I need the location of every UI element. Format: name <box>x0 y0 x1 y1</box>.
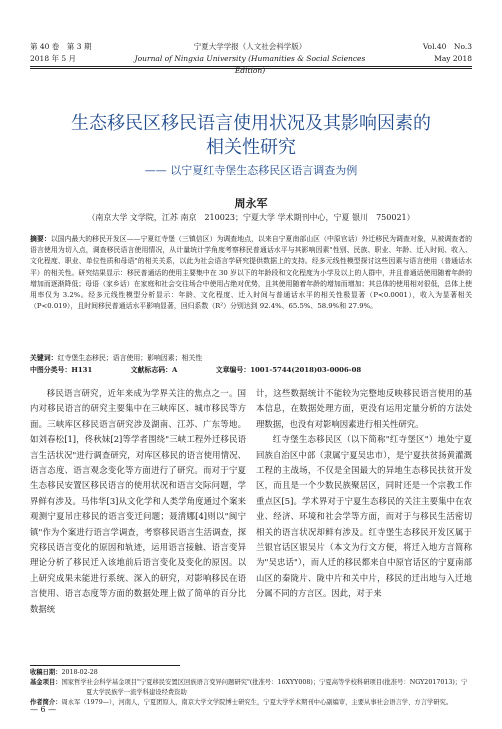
running-header <box>0 0 502 75</box>
journal-name-en: Journal of Ningxia University (Humanities & Social Sciences Edition) <box>134 54 366 75</box>
title-line-2: 相关性研究 <box>206 137 296 158</box>
abstract <box>30 234 472 312</box>
page-number: — 6 — <box>30 705 57 714</box>
body-paragraph: 红寺堡生态移民区（以下简称"红寺堡区"）地处宁夏回族自治区中部（隶属宁夏吴忠市），是宁夏扶贫扬黄灌溉工程的主战场，不仅是全国最大的异地生态移民扶贫开发区，而且是一个少数民族聚居区，同时还是一个宗教工作重点区[5]。学术界对于宁夏生态移民的关注主要集中在农业、经济、环境和社会学等方面，而对于与移民生活密切相关的语言状况却鲜有涉及。红寺堡生态移民开发区属于兰银官话区银吴片（本文为行文方便，将迁入地方言简称为"吴忠话"），而人迁的移民都来自中原官话区的宁夏南部山区的秦陇片、陇中片和关中片，移民的迁出地与入迁地分属不同的方言区。因此，对于来 <box>256 434 472 599</box>
header-right <box>423 41 472 65</box>
header-left <box>30 41 91 65</box>
volume-issue-cn: 第 40 卷 第 3 期 <box>30 42 92 51</box>
keywords-label: 关键词： <box>30 354 58 362</box>
author-name: 周永军 <box>234 197 268 210</box>
fund-label: 基金项目： <box>30 679 62 686</box>
author-bio-label: 作者简介： <box>30 699 62 706</box>
header-rule <box>30 66 472 67</box>
body-paragraph: 计，这些数据统计不能较为完整地反映移民语言使用的基本信息，在数据处理方面，更没有运用定量分析的方法处理数据，也没有对影响因素进行相关性研究。 <box>256 388 472 429</box>
date-cn: 2018 年 5 月 <box>30 54 77 63</box>
journal-name-cn: 宁夏大学学报（人文社会科学版） <box>193 42 307 51</box>
clc-number: 中图分类号：H131 <box>30 366 93 374</box>
date-en: May 2018 <box>434 54 472 63</box>
footnotes <box>30 668 472 708</box>
author-affiliation: （南京大学 文学院，江苏 南京 210023；宁夏大学 学术期刊中心，宁夏 银川 750021） <box>87 213 415 222</box>
fund-line <box>30 678 472 698</box>
author-bio-text: 周永军（1979—），河南人，宁夏团原人，南京大学文学院博士研究生，宁夏大学学术期刊中心副编审，主要从事社会语言学、方言学研究。 <box>61 699 453 706</box>
body-column-left <box>30 386 246 617</box>
footnote-rule <box>30 665 180 666</box>
keywords <box>30 352 472 362</box>
body-column-right <box>256 386 472 602</box>
abstract-label: 摘要： <box>30 235 51 243</box>
header-center <box>130 41 370 77</box>
fund-text: 国家哲学社会科学基金项目"宁夏移民安置区回族语言变异问题研究"(批准号：16XYY008)；宁夏高等学校科研项目(批准号：NGY2017013)；宁夏大学民族学一流学科建设经费资助 <box>61 679 468 696</box>
received-label: 收稿日期： <box>30 669 62 676</box>
keywords-text: 红寺堡生态移民；语言使用；影响因素；相关性 <box>57 354 203 362</box>
volume-issue-en: Vol.40 No.3 <box>422 42 472 51</box>
abstract-text: 以国内最大的移民开发区——宁夏红寺堡（三镇信区）为调查地点，以来自宁夏南部山区（中原官话）外迁移民为调查对象，从被调查者的语言使用为切入点，调查移民语言使用情况，从计量统计学角度考察移民普通话水平与其影响因素"性别、民族、职业、年龄、迁入时间、收入、文化程度、职业、单位性质和母语"的相关关系，以此为社会语言学研究提供数据上的支持。经多元线性模型探讨这些因素与语言使用（普通话水平）的相关性。研究结果显示：移民普通话的使用主要集中在 30 岁以下的年龄段和文化程度为小学及以上的人群中，并且普通话使用随着年龄的增加而逐渐降低；母语（家乡话）在家庭和社会交往场合中使用占绝对优势，且其使用随着年龄的增加而增加；其总体的使用相对很低，总体上使用率仅为 3.2%。经多元线性模型分析显示：年龄、文化程度、迁入时间与普通话水平的相关性极显著（P<0.0001），收入为显著相关（P<0.019），且时间移民普通话水平影响显著，回归系数（R²）分别达到 92.4%、65.5%、58.9%和 27.9%。 <box>30 235 473 311</box>
author-bio-line <box>30 698 472 708</box>
body-paragraph: 移民语言研究，近年来成为学界关注的焦点之一。国内对移民语言的研究主要集中在三峡库区、城市移民等方面。三峡库区移民语言研究涉及湖南、江苏、广东等地。如刘春松[1]，佟秋妹[2]等学者围绕"三峡工程外迁移民语言生活状况"进行调查研究，对库区移民的语言使用情况、语言态度、语言观念变化等方面进行了研究。而对于宁夏生态移民安置区移民语言的使用状况和语言交际问题，学界鲜有涉及。马伟华[3]从文化学和人类学角度通过个案来观测宁夏吊庄移民的语言变迁问题；聂清娜[4]则以"闽宁镇"作为个案进行语言学调查，考察移民语言生活调查，探究移民语言变化的原因和轨迹，运用语言接触、语言变异理论分析了移民迁入该地前后语言变化及变化的原因。以上研究成果未能进行系统、深入的研究，对影响移民在语言使用、语言态度等方面的数据处理上做了简单的百分比数据统 <box>30 388 246 614</box>
received-date: 2018-02-28 <box>61 669 98 676</box>
received-date-line <box>30 668 472 678</box>
article-subtitle: —— 以宁夏红寺堡生态移民区语言调查为例 <box>144 164 358 177</box>
document-code: 文献标志码：A <box>130 366 178 374</box>
article-number: 文章编号：1001-5744(2018)03-0006-08 <box>215 366 362 374</box>
header-rule-2 <box>30 68 472 69</box>
title-line-1: 生态移民区移民语言使用状况及其影响因素的 <box>71 113 431 134</box>
article-title <box>20 112 482 160</box>
classification-line <box>30 364 472 374</box>
